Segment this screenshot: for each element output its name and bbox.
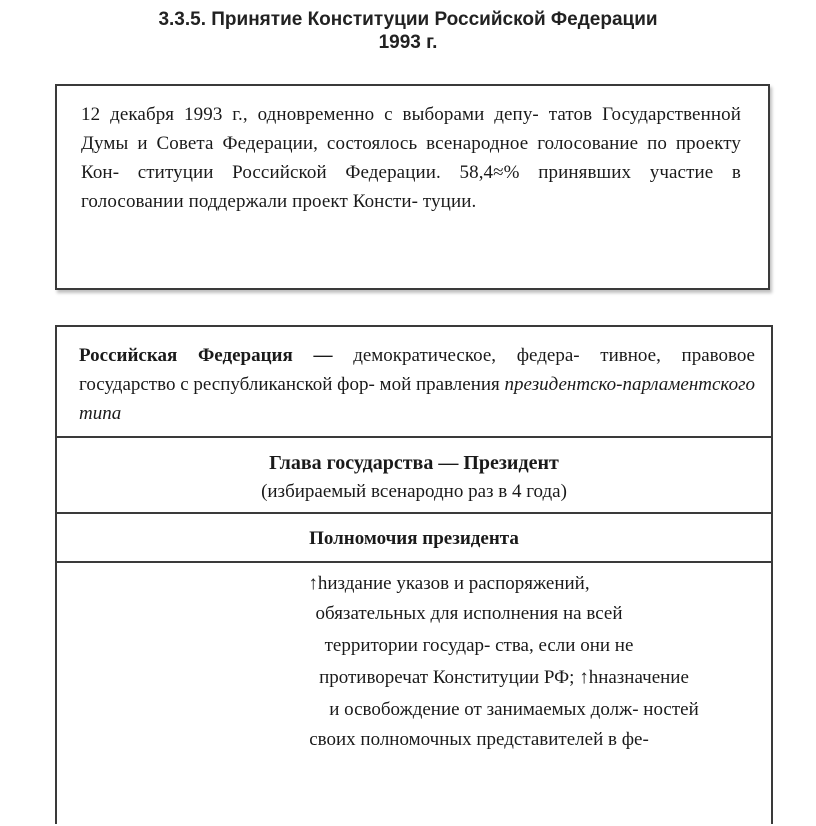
definition-italic: президентско-парламентского типа — [79, 374, 755, 424]
head-of-state-row — [57, 438, 771, 514]
head-of-state-subtitle: (избираемый всенародно раз в 4 года) — [261, 481, 567, 502]
section-heading-line-2: 1993 г. — [378, 32, 438, 53]
powers-line: территории государ- ства, если они не — [324, 635, 634, 656]
powers-line: ↑hиздание указов и распоряжений, — [308, 573, 590, 594]
definition-text — [79, 341, 755, 428]
powers-line: своих полномочных представителей в фе- — [309, 729, 649, 750]
powers-line: противоречат Конституции РФ; ↑hназначение — [319, 667, 689, 688]
powers-line: обязательных для исполнения на всей — [315, 603, 623, 624]
constitution-table — [55, 325, 773, 824]
definition-term: Российская Федерация — [79, 345, 293, 366]
powers-header-row — [57, 514, 771, 563]
powers-line: и освобождение от занимаемых долж- ностей — [329, 699, 699, 720]
definition-row — [57, 327, 771, 438]
powers-title: Полномочия президента — [309, 528, 519, 549]
section-heading-line-1: 3.3.5. Принятие Конституции Российской Федерации — [158, 9, 658, 30]
definition-body: демократическое, федера- тивное, правовое государство с республиканской фор- мой правления — [79, 345, 755, 395]
powers-list — [57, 563, 771, 826]
head-of-state-title: Глава государства — Президент — [269, 452, 559, 474]
intro-text: 12 декабря 1993 г., одновременно с выборами депу- татов Государственной Думы и Совета Федерации, состоялось всенародное голосование по проекту Кон- ституции Российской Федерации. 58,4≈% принявших участие в голосовании поддержали проект Консти- туции. — [81, 104, 741, 212]
intro-box — [55, 84, 770, 290]
section-heading — [0, 8, 816, 54]
definition-dash: — — [292, 345, 354, 366]
